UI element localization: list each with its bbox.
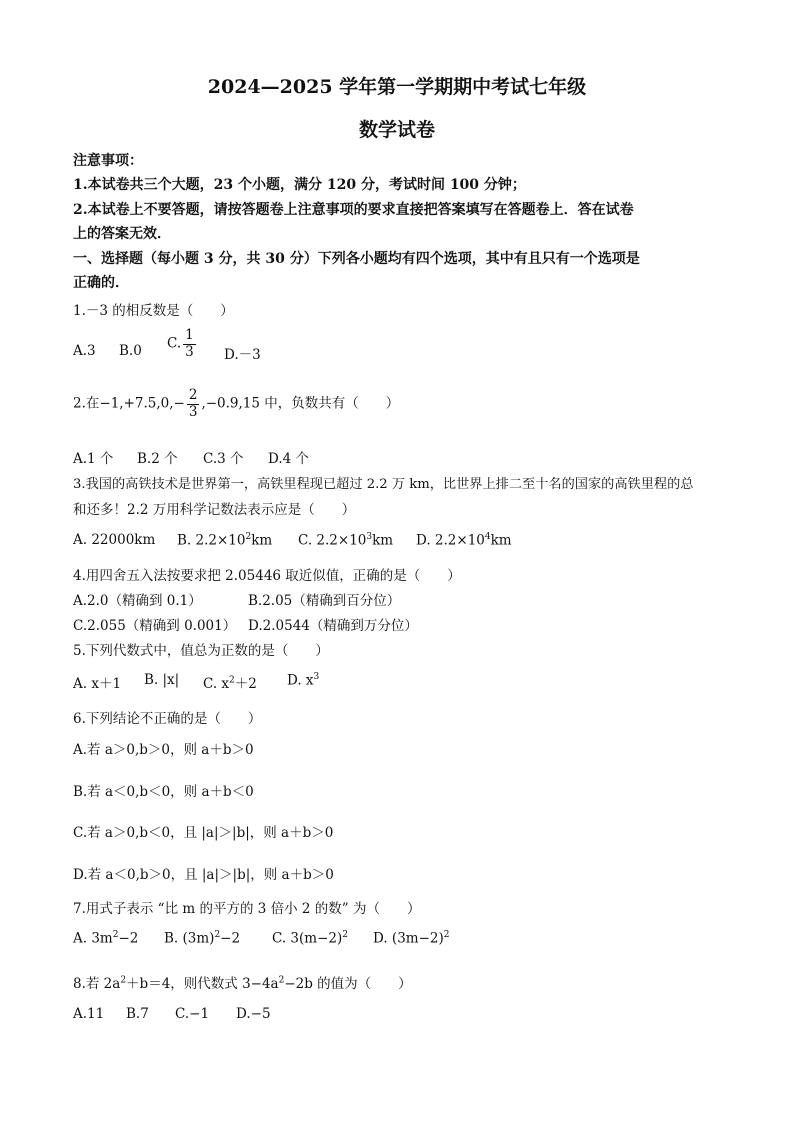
q8-stem-a: 8.若 2a bbox=[73, 976, 121, 992]
q5-c-exponent: 2 bbox=[229, 675, 235, 686]
q2-stem bbox=[73, 388, 399, 420]
q1-option-d: D.－3 bbox=[224, 347, 261, 363]
q1-option-b: B.0 bbox=[119, 343, 142, 359]
q4-stem: 4.用四舍五入法按要求把 2.05446 取近似值，正确的是（ ） bbox=[73, 568, 461, 584]
q3-option-b bbox=[177, 532, 272, 549]
q8-option-c: C.−1 bbox=[175, 1006, 210, 1022]
section-heading-b: 正确的． bbox=[73, 275, 129, 291]
q7-d-exponent: 2 bbox=[443, 930, 450, 940]
q6-option-c: C.若 a＞0,b＜0，且 |a|＞|b|，则 a＋b＞0 bbox=[73, 825, 334, 841]
q7-option-a bbox=[73, 930, 138, 947]
q5-option-d bbox=[287, 672, 319, 689]
q7-option-b bbox=[164, 930, 240, 947]
q6-stem: 6.下列结论不正确的是（ ） bbox=[73, 711, 262, 727]
q4-option-c: C.2.055（精确到 0.001） bbox=[73, 618, 237, 634]
q3-stem-a: 3.我国的高铁技术是世界第一，高铁里程现已超过 2.2 万 km，比世界上排二至十名的国家的高铁里程的总 bbox=[73, 477, 694, 492]
q5-d-exponent: 3 bbox=[313, 672, 320, 682]
q3-b-base: B. 2.2×10 bbox=[177, 532, 246, 549]
section-heading-a: 一、选择题（每小题 3 分，共 30 分）下列各小题均有四个选项，其中有且只有一个选项是 bbox=[73, 251, 640, 267]
page-title: 2024—2025 学年第一学期期中考试七年级 bbox=[207, 76, 587, 98]
q7-b-rest: −2 bbox=[220, 930, 241, 947]
q8-stem-exponent: 2 bbox=[120, 975, 127, 986]
q4-option-b: B.2.05（精确到百分位） bbox=[248, 593, 401, 609]
q3-d-exponent: 4 bbox=[484, 532, 491, 542]
q1-option-c-fraction bbox=[183, 328, 196, 360]
q3-c-base: C. 2.2×10 bbox=[298, 532, 367, 549]
q3-option-a: A. 22000km bbox=[73, 532, 156, 548]
q5-option-b: B. |x| bbox=[144, 672, 180, 688]
q7-a-rest: −2 bbox=[118, 930, 139, 947]
q7-a-base: A. 3m bbox=[73, 930, 113, 947]
q7-b-base: B. (3m) bbox=[164, 930, 215, 947]
q3-option-d bbox=[416, 532, 512, 549]
q1-fraction-denominator: 3 bbox=[185, 343, 194, 360]
q3-c-unit: km bbox=[372, 532, 394, 549]
q1-stem: 1.－3 的相反数是（ ） bbox=[73, 303, 234, 319]
q5-c-base: C. x bbox=[203, 676, 230, 692]
notes-heading: 注意事项： bbox=[73, 153, 143, 169]
q1-option-c bbox=[167, 328, 198, 360]
q2-fraction-numerator: 2 bbox=[188, 387, 198, 403]
note-1: 1.本试卷共三个大题，23 个小题，满分 120 分，考试时间 100 分钟； bbox=[73, 177, 526, 193]
q5-c-rest: ＋2 bbox=[234, 676, 257, 692]
q2-option-c: C.3 个 bbox=[203, 451, 244, 467]
q5-d-base: D. x bbox=[287, 672, 314, 689]
note-2b: 上的答案无效． bbox=[73, 226, 171, 242]
q2-option-a: A.1 个 bbox=[73, 451, 114, 467]
q5-option-a: A. x＋1 bbox=[73, 676, 122, 692]
q2-stem-part-a: 2.在−1,+7.5,0,− bbox=[73, 395, 185, 412]
q8-stem-exponent-2: 2 bbox=[278, 975, 285, 986]
q1-option-c-prefix: C. bbox=[167, 335, 182, 352]
q7-c-exponent: 2 bbox=[342, 930, 348, 940]
q6-option-b: B.若 a＜0,b＜0，则 a＋b＜0 bbox=[73, 784, 254, 800]
q8-stem bbox=[73, 972, 412, 992]
q6-option-d: D.若 a＜0,b＞0，且 |a|＞|b|，则 a＋b＞0 bbox=[73, 867, 334, 883]
q3-b-exponent: 2 bbox=[245, 532, 252, 542]
q2-stem-part-b: ,−0.9,15 中，负数共有（ ） bbox=[201, 395, 400, 412]
q7-c-base: C. 3(m−2) bbox=[272, 930, 343, 947]
q6-option-a: A.若 a＞0,b＞0，则 a＋b＞0 bbox=[73, 742, 254, 758]
q3-stem-b: 和还多！2.2 万用科学记数法表示应是（ ） bbox=[73, 502, 356, 518]
q2-option-b: B.2 个 bbox=[137, 451, 178, 467]
page-subtitle: 数学试卷 bbox=[358, 119, 435, 141]
q8-option-a: A.11 bbox=[73, 1006, 105, 1022]
q7-option-d bbox=[373, 930, 449, 947]
q8-stem-c: −2b 的值为（ ） bbox=[284, 976, 412, 992]
q8-stem-b: ＋b＝4，则代数式 3−4a bbox=[126, 976, 279, 992]
q7-d-base: D. (3m−2) bbox=[373, 930, 444, 947]
q5-option-c bbox=[203, 672, 257, 692]
q2-stem-fraction bbox=[187, 388, 200, 420]
q4-option-a: A.2.0（精确到 0.1） bbox=[73, 593, 202, 609]
note-2a: 2.本试卷上不要答题，请按答题卷上注意事项的要求直接把答案填写在答题卷上．答在试卷 bbox=[73, 202, 634, 218]
q7-option-c bbox=[272, 930, 348, 947]
q1-option-a: A.3 bbox=[73, 343, 96, 359]
q3-b-unit: km bbox=[251, 532, 273, 549]
q4-option-d: D.2.0544（精确到万分位） bbox=[248, 618, 418, 634]
q2-fraction-denominator: 3 bbox=[188, 403, 198, 420]
q5-stem: 5.下列代数式中，值总为正数的是（ ） bbox=[73, 643, 329, 659]
q8-option-b: B.7 bbox=[126, 1006, 149, 1022]
q3-d-unit: km bbox=[490, 532, 512, 549]
q8-option-d: D.−5 bbox=[236, 1006, 271, 1022]
q7-stem: 7.用式子表示 “比 m 的平方的 3 倍小 2 的数” 为（ ） bbox=[73, 901, 421, 917]
q3-c-exponent: 3 bbox=[366, 532, 373, 542]
q3-d-base: D. 2.2×10 bbox=[416, 532, 485, 549]
q1-fraction-numerator: 1 bbox=[185, 327, 194, 343]
q7-a-exponent: 2 bbox=[112, 930, 119, 940]
q2-option-d: D.4 个 bbox=[268, 451, 310, 467]
q7-b-exponent: 2 bbox=[214, 930, 221, 940]
q3-option-c bbox=[298, 532, 393, 549]
